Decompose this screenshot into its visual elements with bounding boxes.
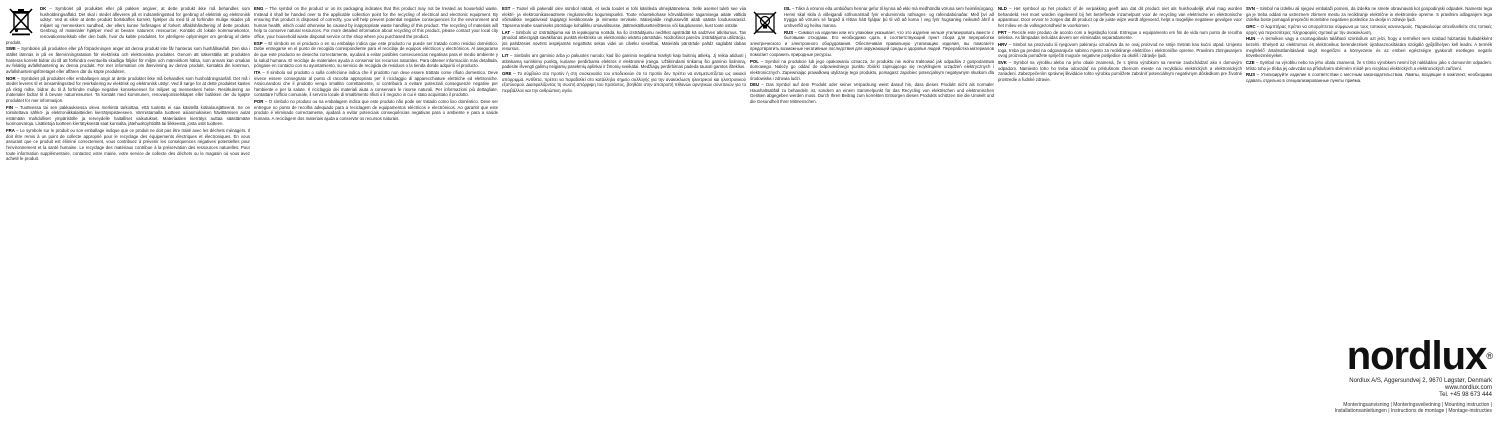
- lang-paragraph: RUS – Символ на изделии или его упаковке указывает, что это изделие нельзя утилизировать вместе с бытовыми отходами. Его необходимо сдать в соответствующий пункт сбора для переработки электрического и электронного оборудования. Обеспечивая правильную утилизацию изделия, вы помогаете предотвратить возможные негативные последствия для окружающей среды и здоровья людей. Переработка материалов помогает сохранить природные ресурсы.: [750, 29, 994, 57]
- column-4: [750, 6, 994, 422]
- lang-code: SWE: [6, 46, 16, 52]
- lang-code: GRC: [1246, 23, 1256, 29]
- lang-code: HUN: [1246, 36, 1256, 42]
- lang-paragraph: ITA – Il simbolo sul prodotto o sulla confezione indica che il prodotto non deve essere trattato come rifiuto domestico. Deve invece essere consegnato al punto di raccolta appropriato per il riciclaggio di apparecchiature elettriche ed elettroniche. Assicurandosi che il prodotto venga smaltito correttamente, si contribuirà a evitare potenziali conseguenze negative per l'ambiente e per la salute. Il riciclaggio dei materiali aiuta a conservare le risorse naturali. Per informazioni più dettagliate, contattare l'ufficio comunale, il servizio locale di smaltimento rifiuti o il negozio in cui è stato acquistato il prodotto.: [254, 69, 498, 98]
- lang-paragraph: NLD – Het symbool op het product of de verpakking geeft aan dat dit product niet als huishoudelijk afval mag worden behandeld. Het moet worden ingeleverd bij het betreffende inzamelpunt voor de recycling van elektrische en elektronische apparatuur. Door ervoor te zorgen dat dit product op de juiste wijze wordt afgevoerd, helpt u mogelijke negatieve gevolgen voor het milieu en de volksgezondheid te voorkomen.: [998, 6, 1242, 28]
- lang-code: RUS: [784, 29, 794, 35]
- lang-paragraph: ENG – The symbol on the product or on its packaging indicates that this product may not be treated as household waste. Instead it shall be handed over to the applicable collection point for the recycling of electrical and electronic equipment. By ensuring this product is disposed of correctly, you will help prevent potential negative consequences for the environment and human health, which could otherwise be caused by inappropriate waste handling of this product. The recycling of materials will help to conserve natural resources. For more detailed information about recycling of this product, please contact your local city office, your household waste disposal service or the shop where you purchased the product.: [254, 6, 498, 39]
- lang-paragraph: RUS – Утилизируйте изделие в соответствии с местным законодательством. Лампы, входящие в комплект, необходимо сдавать отдельно в специализированные пункты приёма.: [1246, 72, 1492, 83]
- lang-code: PRT: [998, 29, 1007, 35]
- lang-paragraph: SVK – Symbol na výrobku alebo na jeho obale znamená, že s týmto výrobkom sa nesmie zaobchádzať ako s domovým odpadom. Namiesto toho ho treba odovzdať na príslušnom zbernom mieste na recykláciu elektrických a elektronických zariadení. Zabezpečením správnej likvidácie tohto výrobku pomôžete zabrániť potenciálnym negatívnym dôsledkom pre životné prostredie a ľudské zdravie.: [998, 59, 1242, 82]
- nordlux-logo: nordlux®: [1346, 334, 1492, 378]
- lang-text: Ο λαμπτήρας πρέπει να απορρίπτεται σύμφωνα με τους τοπικούς κανονισμούς. Παρακαλούμε απευθυνθείτε στις τοπικές αρχές για περισσότερες πληροφορίες σχετικά με την ανακύκλωση.: [1246, 23, 1492, 35]
- lang-text: Simbol na izdelku ali njegovi embalaži pomeni, da izdelka ne smete obravnavati kot gospodinjski odpadek. Namesto tega ga je treba oddati na ustreznem zbirnem mestu za recikliranje električne in elektronske opreme. S pravilnim odlaganjem tega izdelka boste pomagali preprečiti morebitne negativne posledice za okolje in zdravje ljudi.: [1246, 6, 1492, 23]
- lang-text: Symbol na výrobku alebo na jeho obale znamená, že s týmto výrobkom sa nesmie zaobchádzať ako s domovým odpadom. Namiesto toho ho treba odovzdať na príslušnom zbernom mieste na recykláciu elektrických a elektronických zariadení. Zabezpečením správnej likvidácie tohto výrobku pomôžete zabrániť potenciálnym negatívnym dôsledkom pre životné prostredie a ľudské zdravie.: [998, 59, 1242, 82]
- lang-code: LIT: [502, 53, 509, 59]
- lang-text: Утилизируйте изделие в соответствии с местным законодательством. Лампы, входящие в комплект, необходимо сдавать отдельно в специализированные пункты приёма.: [1246, 72, 1492, 83]
- column-3: [502, 6, 746, 422]
- lang-code: LAT: [502, 29, 511, 35]
- lang-code: FRA: [6, 128, 15, 134]
- lang-code: SVK: [998, 59, 1007, 65]
- lamp-disposal-icon: [750, 8, 780, 38]
- lang-code: DK: [40, 6, 47, 11]
- lang-text: Simbolis ant gaminio arba jo pakuotės nurodo, kad šio gaminio negalima tvarkyti kaip buitinių atliekų. Jį reikia atiduoti į atitinkamą surinkimo punktą, kuriame perdirbama elektros ir elektroninė įranga. Užtikrindami tinkamą šio gaminio šalinimą, padėsite išvengti galimų neigiamų pasekmių aplinkai ir žmonių sveikatai. Medžiagų perdirbimas padeda tausoti gamtos išteklius.: [502, 53, 746, 70]
- lang-paragraph: CZE – Symbol na výrobku nebo na jeho obalu znamená, že s tímto výrobkem nesmí být nakládáno jako s domovním odpadem. Místo toho je třeba jej odevzdat na příslušném sběrném místě pro recyklaci elektrických a elektronických zařízení.: [1246, 59, 1492, 71]
- lang-paragraph: DEU – Das Symbol auf dem Produkt oder seiner Verpackung weist darauf hin, dass dieses Produkt nicht als normaler Haushaltsabfall zu behandeln ist, sondern an einem Sammelpunkt für das Recycling von elektrischen und elektronischen Geräten abgegeben werden muss. Durch Ihren Beitrag zum korrekten Entsorgen dieses Produkts schützen Sie die Umwelt und die Gesundheit Ihrer Mitmenschen.: [750, 82, 994, 105]
- lang-paragraph: FRA – Le symbole sur le produit ou son emballage indique que ce produit ne doit pas être traité avec les déchets ménagers. Il doit être remis à un point de collecte approprié pour le recyclage des équipements électriques et électroniques. En vous assurant que ce produit est éliminé correctement, vous contribuez à prévenir les conséquences négatives potentielles pour l'environnement et la santé humaine. Le recyclage des matériaux contribue à la préservation des ressources naturelles. Pour toute information supplémentaire, contactez votre mairie, votre service de collecte des déchets ou le magasin où vous avez acheté le produit.: [6, 128, 250, 162]
- lang-text: Recicle este produto de acordo com a legislação local. Entregue o equipamento em fim de vida num ponto de recolha seletiva. As lâmpadas incluídas devem ser eliminadas separadamente.: [998, 29, 1242, 41]
- lang-code: RUS: [1246, 72, 1256, 78]
- lang-paragraph: ISL – Tákn á vörunni eða umbúðum hennar gefur til kynna að ekki má meðhöndla vöruna sem heimilisúrgang. Henni skal skila á viðeigandi söfnunarstað fyrir endurvinnslu rafmagns- og rafeindabúnaðar. Með því að tryggja að vörunni sé fargað á réttan hátt hjálpar þú til við að koma í veg fyrir hugsanleg neikvæð áhrif á umhverfið og heilsu manna.: [784, 6, 994, 28]
- lang-paragraph: GRC – Ο λαμπτήρας πρέπει να απορρίπτεται σύμφωνα με τους τοπικούς κανονισμούς. Παρακαλούμε απευθυνθείτε στις τοπικές αρχές για περισσότερες πληροφορίες σχετικά με την ανακύκλωση.: [1246, 23, 1492, 35]
- lang-text: Symbolet på produktet eller på pakken angiver, at dette produkt ikke må behandles som husholdningsaffald. Det skal i stedet afleveres på et indsamlingssted for genbrug af elektrisk og elektronisk udstyr. Ved at sikre at dette produkt bortskaffes korrekt, hjælper du med til at forhindre mulige skader på miljøet og menneskers sundhed, der ellers kunne forårsages af forkert affaldshåndtering af dette produkt. Genbrug af materialer hjælper med at bevare naturens ressourcer. Kontakt dit lokale kommunekontor, renovationsselskab eller den butik, hvor du købte produktet, for yderligere oplysninger om genbrug af dette produkt.: [6, 6, 250, 45]
- lang-text: Simbol na proizvodu ili njegovom pakiranju označava da se ovaj proizvod ne smije tretirati kao kućni otpad. Umjesto toga, treba ga predati na odgovarajuće sabirno mjesto za recikliranje električne i elektroničke opreme. Pravilnim zbrinjavanjem ovog proizvoda pomažete spriječiti moguće negativne posljedice za okoliš i zdravlje ljudi.: [998, 41, 1242, 59]
- column-2: [254, 6, 498, 422]
- lang-paragraph: POR – O símbolo no produto ou na embalagem indica que este produto não pode ser tratado como lixo doméstico. Deve ser entregue no ponto de recolha adequado para a reciclagem de equipamentos eléctricos e electrónicos. Ao garantir que este produto é eliminado correctamente, ajudará a evitar potenciais consequências negativas para o ambiente e para a saúde humana. A reciclagem dos materiais ajuda a conservar os recursos naturais.: [254, 99, 498, 121]
- lang-text: A terméken vagy a csomagolásán található szimbólum azt jelzi, hogy a terméket nem szabad háztartási hulladékként kezelni. Ehelyett az elektromos és elektronikus berendezések újrahasznosítására szolgáló gyűjtőhelyen kell leadni. A termék megfelelő ártalmatlanításával segít megelőzni a környezetre és az emberi egészségre gyakorolt esetleges negatív következményeket.: [1246, 36, 1492, 59]
- lang-text: Tuotteessa tai sen pakkauksessa oleva merkintä tarkoittaa, että tuotetta ei saa käsitellä kotitalousjätteenä. Se on toimitettava sähkö- ja elektroniikkalaitteiden kierrätyspisteeseen. Varmistamalla tuotteen asianmukaisen hävittämisen autat estämään mahdolliset ympäristölle ja terveydelle haitalliset vaikutukset. Materiaalien kierrätys auttaa säästämään luonnonvaroja. Lisätietoja tuotteen kierrätyksestä saat kunnalta, jätehuoltoyhtiöltä tai liikkeestä, josta ostit tuotteen.: [6, 104, 250, 127]
- lang-text: Το σύμβολο στο προϊόν ή στη συσκευασία του υποδεικνύει ότι το προϊόν δεν πρέπει να αντιμετωπίζεται ως οικιακό απόρριμμα. Αντίθετα, πρέπει να παραδοθεί στο κατάλληλο σημείο συλλογής για την ανακύκλωση ηλεκτρικού και ηλεκτρονικού εξοπλισμού. Διασφαλίζοντας τη σωστή απόρριψη του προϊόντος, βοηθάτε στην αποτροπή πιθανών αρνητικών συνεπειών για το περιβάλλον και την ανθρώπινη υγεία.: [502, 71, 746, 93]
- lang-text: Symbol na produkcie lub jego opakowaniu oznacza, że produktu nie wolno traktować jak odpadów z gospodarstwa domowego. Należy go oddać do odpowiedniego punktu zbiórki zajmującego się recyklingiem urządzeń elektrycznych i elektronicznych. Zapewniając prawidłową utylizację tego produktu, pomagasz zapobiec potencjalnym negatywnym skutkom dla środowiska i zdrowia ludzi.: [750, 58, 994, 81]
- lang-text: Het symbool op het product of de verpakking geeft aan dat dit product niet als huishoudelijk afval mag worden behandeld. Het moet worden ingeleverd bij het betreffende inzamelpunt voor de recycling van elektrische en elektronische apparatuur. Door ervoor te zorgen dat dit product op de juiste wijze wordt afgevoerd, helpt u mogelijke negatieve gevolgen voor het milieu en de volksgezondheid te voorkomen.: [998, 6, 1242, 28]
- lang-paragraph: LIT – Simbolis ant gaminio arba jo pakuotės nurodo, kad šio gaminio negalima tvarkyti kaip buitinių atliekų. Jį reikia atiduoti į atitinkamą surinkimo punktą, kuriame perdirbama elektros ir elektroninė įranga. Užtikrindami tinkamą šio gaminio šalinimą, padėsite išvengti galimų neigiamų pasekmių aplinkai ir žmonių sveikatai. Medžiagų perdirbimas padeda tausoti gamtos išteklius.: [502, 53, 746, 70]
- lang-text: The symbol on the product or on its packaging indicates that this product may not be treated as household waste. Instead it shall be handed over to the applicable collection point for the recycling of electrical and electronic equipment. By ensuring this product is disposed of correctly, you will help prevent potential negative consequences for the environment and human health, which could otherwise be caused by inappropriate waste handling of this product. The recycling of materials will help to conserve natural resources. For more detailed information about recycling of this product, please contact your local city office, your household waste disposal service or the shop where you purchased the product.: [254, 6, 498, 39]
- lang-paragraph: HRV – Simbol na proizvodu ili njegovom pakiranju označava da se ovaj proizvod ne smije tretirati kao kućni otpad. Umjesto toga, treba ga predati na odgovarajuće sabirno mjesto za recikliranje električne i elektroničke opreme. Pravilnim zbrinjavanjem ovog proizvoda pomažete spriječiti moguće negativne posljedice za okoliš i zdravlje ljudi.: [998, 41, 1242, 59]
- lang-text: El símbolo en el producto o en su embalaje indica que este producto no puede ser tratado como residuo doméstico. Debe entregarse en el punto de recogida correspondiente para el reciclaje de equipos eléctricos y electrónicos. Al asegurarse de que este producto se desecha correctamente, ayudará a evitar posibles consecuencias negativas para el medio ambiente y la salud humana. El reciclaje de materiales ayuda a conservar los recursos naturales. Para obtener información más detallada, póngase en contacto con su ayuntamiento, su servicio de recogida de residuos o la tienda donde adquirió el producto.: [254, 40, 498, 69]
- crossed-out-wheelie-bin-icon: [6, 6, 36, 36]
- lang-paragraph: HUN – A terméken vagy a csomagolásán található szimbólum azt jelzi, hogy a terméket nem szabad háztartási hulladékként kezelni. Ehelyett az elektromos és elektronikus berendezések újrahasznosítására szolgáló gyűjtőhelyen kell leadni. A termék megfelelő ártalmatlanításával segít megelőzni a környezetre és az emberi egészségre gyakorolt esetleges negatív következményeket.: [1246, 36, 1492, 59]
- column-1: [6, 6, 250, 422]
- lang-text: O símbolo no produto ou na embalagem indica que este produto não pode ser tratado como lixo doméstico. Deve ser entregue no ponto de recolha adequado para a reciclagem de equipamentos eléctricos e electrónicos. Ao garantir que este produto é eliminado correctamente, ajudará a evitar potenciais consequências negativas para o ambiente e para a saúde humana. A reciclagem dos materiais ajuda a conservar os recursos naturais.: [254, 99, 498, 121]
- lang-code: EST: [502, 6, 511, 11]
- lang-text: Le symbole sur le produit ou son emballage indique que ce produit ne doit pas être traité avec les déchets ménagers. Il doit être remis à un point de collecte approprié pour le recyclage des équipements électriques et électroniques. En vous assurant que ce produit est éliminé correctement, vous contribuez à prévenir les conséquences négatives potentielles pour l'environnement et la santé humaine. Le recyclage des matériaux contribue à la préservation des ressources naturelles. Pour toute information supplémentaire, contactez votre mairie, votre service de collecte des déchets ou le magasin où vous avez acheté le produit.: [6, 128, 250, 162]
- lang-code: NLD: [998, 6, 1007, 11]
- lang-code: GRE: [502, 71, 512, 77]
- lang-code: ESP: [254, 40, 263, 46]
- lang-text: Tootel või pakendil olev sümbol näitab, et seda toodet ei tohi käsitleda olmejäätmetena. Selle asemel tuleb see viia elektri- ja elektroonikaseadmete ringlussevõtu kogumispunkti. Toote nõuetekohase kõrvaldamise tagamisega aitate vältida võimalikke negatiivseid tagajärgi keskkonnale ja inimeste tervisele. Materjalide ringlussevõtt aitab säästa loodusvarasid. Täpsema teabe saamiseks pöörduge kohalikku omavalitsusse, jäätmekäitlusettevõttesse või kauplusesse, kust toote ostsite.: [502, 6, 746, 28]
- lang-paragraph: DK – Symbolet på produktet eller på pakken angiver, at dette produkt ikke må behandles som husholdningsaffald. Det skal i stedet afleveres på et indsamlingssted for genbrug af elektrisk og elektronisk udstyr. Ved at sikre at dette produkt bortskaffes korrekt, hjælper du med til at forhindre mulige skader på miljøet og menneskers sundhed, der ellers kunne forårsages af forkert affaldshåndtering af dette produkt. Genbrug af materialer hjælper med at bevare naturens ressourcer. Kontakt dit lokale kommunekontor, renovationsselskab eller den butik, hvor du købte produktet, for yderligere oplysninger om genbrug af dette produkt.: [6, 6, 250, 45]
- lang-code: ENG: [254, 6, 264, 11]
- lang-paragraph: PRT – Recicle este produto de acordo com a legislação local. Entregue o equipamento em fim de vida num ponto de recolha seletiva. As lâmpadas incluídas devem ser eliminadas separadamente.: [998, 29, 1242, 41]
- column-5: [998, 6, 1242, 422]
- lang-code: ITA: [254, 69, 261, 75]
- lang-code: SVN: [1246, 6, 1255, 11]
- lang-paragraph: FIN – Tuotteessa tai sen pakkauksessa oleva merkintä tarkoittaa, että tuotetta ei saa käsitellä kotitalousjätteenä. Se on toimitettava sähkö- ja elektroniikkalaitteiden kierrätyspisteeseen. Varmistamalla tuotteen asianmukaisen hävittämisen autat estämään mahdolliset ympäristölle ja terveydelle haitalliset vaikutukset. Materiaalien kierrätys auttaa säästämään luonnonvaroja. Lisätietoja tuotteen kierrätyksestä saat kunnalta, jätehuoltoyhtiöltä tai liikkeestä, josta ostit tuotteen.: [6, 104, 250, 127]
- lang-paragraph: POL – Symbol na produkcie lub jego opakowaniu oznacza, że produktu nie wolno traktować jak odpadów z gospodarstwa domowego. Należy go oddać do odpowiedniego punktu zbiórki zajmującego się recyklingiem urządzeń elektrycznych i elektronicznych. Zapewniając prawidłową utylizację tego produktu, pomagasz zapobiec potencjalnym negatywnym skutkom dla środowiska i zdrowia ludzi.: [750, 58, 994, 81]
- company-web: www.nordlux.com: [1444, 385, 1492, 391]
- lang-text: Das Symbol auf dem Produkt oder seiner Verpackung weist darauf hin, dass dieses Produkt nicht als normaler Haushaltsabfall zu behandeln ist, sondern an einem Sammelpunkt für das Recycling von elektrischen und elektronischen Geräten abgegeben werden muss. Durch Ihren Beitrag zum korrekten Entsorgen dieses Produkts schützen Sie die Umwelt und die Gesundheit Ihrer Mitmenschen.: [750, 82, 994, 105]
- lang-paragraph: LAT – Simbols uz izstrādājuma vai tā iepakojuma norāda, ka šo izstrādājumu nedrīkst apstrādāt kā sadzīves atkritumus. Tas jānodod attiecīgajā savākšanas punktā elektrisko un elektronisko iekārtu pārstrādei. Nodrošinot pareizu izstrādājuma utilizāciju, jūs palīdzēsiet novērst iespējamās negatīvās sekas videi un cilvēku veselībai. Materiālu pārstrāde palīdz saglabāt dabas resursus.: [502, 29, 746, 52]
- lang-code: NOR: [6, 75, 16, 81]
- company-hotline: Tel. +45 98 673 444: [1439, 392, 1492, 398]
- lang-code: FIN: [6, 104, 13, 110]
- lang-paragraph: GRE – Το σύμβολο στο προϊόν ή στη συσκευασία του υποδεικνύει ότι το προϊόν δεν πρέπει να αντιμετωπίζεται ως οικιακό απόρριμμα. Αντίθετα, πρέπει να παραδοθεί στο κατάλληλο σημείο συλλογής για την ανακύκλωση ηλεκτρικού και ηλεκτρονικού εξοπλισμού. Διασφαλίζοντας τη σωστή απόρριψη του προϊόντος, βοηθάτε στην αποτροπή πιθανών αρνητικών συνεπειών για το περιβάλλον και την ανθρώπινη υγεία.: [502, 71, 746, 93]
- lang-code: POL: [750, 58, 759, 64]
- column-6: [1246, 6, 1492, 332]
- lang-paragraph: EST – Tootel või pakendil olev sümbol näitab, et seda toodet ei tohi käsitleda olmejäätmetena. Selle asemel tuleb see viia elektri- ja elektroonikaseadmete ringlussevõtu kogumispunkti. Toote nõuetekohase kõrvaldamise tagamisega aitate vältida võimalikke negatiivseid tagajärgi keskkonnale ja inimeste tervisele. Materjalide ringlussevõtt aitab säästa loodusvarasid. Täpsema teabe saamiseks pöörduge kohalikku omavalitsusse, jäätmekäitlusettevõttesse või kauplusesse, kust toote ostsite.: [502, 6, 746, 28]
- lang-text: Simbols uz izstrādājuma vai tā iepakojuma norāda, ka šo izstrādājumu nedrīkst apstrādāt kā sadzīves atkritumus. Tas jānodod attiecīgajā savākšanas punktā elektrisko un elektronisko iekārtu pārstrādei. Nodrošinot pareizu izstrādājuma utilizāciju, jūs palīdzēsiet novērst iespējamās negatīvās sekas videi un cilvēku veselībai. Materiālu pārstrāde palīdz saglabāt dabas resursus.: [502, 29, 746, 52]
- lang-code: ISL: [784, 6, 791, 11]
- brand-block: [1310, 336, 1492, 418]
- lang-code: DEU: [750, 82, 760, 88]
- lang-paragraph: SWE – Symbolen på produkten eller på förpackningen anger att denna produkt inte får hanteras som hushållsavfall. Den ska i stället lämnas in på en återvinningsstation för elektriska och elektroniska produkter. Genom att säkerställa att produkten hanteras korrekt bidrar du till att förhindra eventuella skadliga följder för miljön och människors hälsa, som annars kan orsakas av felaktig avfallshantering av denna produkt. För mer information om återvinning av denna produkt, kontakta din kommun, avfallshanteringsföretaget eller affären där du köpte produkten.: [6, 46, 250, 74]
- lang-code: HRV: [998, 41, 1007, 47]
- lang-code: POR: [254, 99, 264, 105]
- lang-text: Символ на изделии или его упаковке указывает, что это изделие нельзя утилизировать вместе с бытовыми отходами. Его необходимо сдать в соответствующий пункт сбора для переработки электрического и электронного оборудования. Обеспечивая правильную утилизацию изделия, вы помогаете предотвратить возможные негативные последствия для окружающей среды и здоровья людей. Переработка материалов помогает сохранить природные ресурсы.: [750, 29, 994, 57]
- guide-line: Monteringsanvisning | Monteringsveiledning | Mounting instruction | Installationsanleitungen | Instructions de montage | Montage-instructies: [1334, 402, 1492, 414]
- lang-text: Symbolet på produktet eller emballasjen angir at dette produktet ikke må behandles som husholdningsavfall. Det må i stedet leveres til et innsamlingssted for resirkulering av elektrisk og elektronisk utstyr. Ved å sørge for at dette produktet kastes på riktig måte, bidrar du til å forhindre mulige negative konsekvenser for miljøet og menneskers helse. Resirkulering av materialer bidrar til å bevare naturressurser. Ta kontakt med kommunen, renovasjonsselskapet eller butikken der du kjøpte produktet for mer informasjon.: [6, 75, 250, 103]
- lang-text: Tákn á vörunni eða umbúðum hennar gefur til kynna að ekki má meðhöndla vöruna sem heimilisúrgang. Henni skal skila á viðeigandi söfnunarstað fyrir endurvinnslu rafmagns- og rafeindabúnaðar. Með því að tryggja að vörunni sé fargað á réttan hátt hjálpar þú til við að koma í veg fyrir hugsanleg neikvæð áhrif á umhverfið og heilsu manna.: [784, 6, 994, 28]
- lang-paragraph: SVN – Simbol na izdelku ali njegovi embalaži pomeni, da izdelka ne smete obravnavati kot gospodinjski odpadek. Namesto tega ga je treba oddati na ustreznem zbirnem mestu za recikliranje električne in elektronske opreme. S pravilnim odlaganjem tega izdelka boste pomagali preprečiti morebitne negativne posledice za okolje in zdravje ljudi.: [1246, 6, 1492, 23]
- lang-paragraph: ESP – El símbolo en el producto o en su embalaje indica que este producto no puede ser tratado como residuo doméstico. Debe entregarse en el punto de recogida correspondiente para el reciclaje de equipos eléctricos y electrónicos. Al asegurarse de que este producto se desecha correctamente, ayudará a evitar posibles consecuencias negativas para el medio ambiente y la salud humana. El reciclaje de materiales ayuda a conservar los recursos naturales. Para obtener información más detallada, póngase en contacto con su ayuntamiento, su servicio de recogida de residuos o la tienda donde adquirió el producto.: [254, 40, 498, 69]
- lang-text: Symbol na výrobku nebo na jeho obalu znamená, že s tímto výrobkem nesmí být nakládáno jako s domovním odpadem. Místo toho je třeba jej odevzdat na příslušném sběrném místě pro recyklaci elektrických a elektronických zařízení.: [1246, 59, 1492, 71]
- company-address: [1310, 378, 1492, 399]
- lang-code: CZE: [1246, 59, 1255, 65]
- company-name: Nordlux A/S, Aggersundvej 2, 9670 Løgstør, Denmark: [1349, 378, 1492, 384]
- lang-text: Il simbolo sul prodotto o sulla confezione indica che il prodotto non deve essere trattato come rifiuto domestico. Deve invece essere consegnato al punto di raccolta appropriato per il riciclaggio di apparecchiature elettriche ed elettroniche. Assicurandosi che il prodotto venga smaltito correttamente, si contribuirà a evitare potenziali conseguenze negative per l'ambiente e per la salute. Il riciclaggio dei materiali aiuta a conservare le risorse naturali. Per informazioni più dettagliate, contattare l'ufficio comunale, il servizio locale di smaltimento rifiuti o il negozio in cui è stato acquistato il prodotto.: [254, 69, 498, 98]
- lang-paragraph: NOR – Symbolet på produktet eller emballasjen angir at dette produktet ikke må behandles som husholdningsavfall. Det må i stedet leveres til et innsamlingssted for resirkulering av elektrisk og elektronisk utstyr. Ved å sørge for at dette produktet kastes på riktig måte, bidrar du til å forhindre mulige negative konsekvenser for miljøet og menneskers helse. Resirkulering av materialer bidrar til å bevare naturressurser. Ta kontakt med kommunen, renovasjonsselskapet eller butikken der du kjøpte produktet for mer informasjon.: [6, 75, 250, 103]
- lang-text: Symbolen på produkten eller på förpackningen anger att denna produkt inte får hanteras som hushållsavfall. Den ska i stället lämnas in på en återvinningsstation för elektriska och elektroniska produkter. Genom att säkerställa att produkten hanteras korrekt bidrar du till att förhindra eventuella skadliga följder för miljön och människors hälsa, som annars kan orsakas av felaktig avfallshantering av denna produkt. För mer information om återvinning av denna produkt, kontakta din kommun, avfallshanteringsföretaget eller affären där du köpte produkten.: [6, 46, 250, 74]
